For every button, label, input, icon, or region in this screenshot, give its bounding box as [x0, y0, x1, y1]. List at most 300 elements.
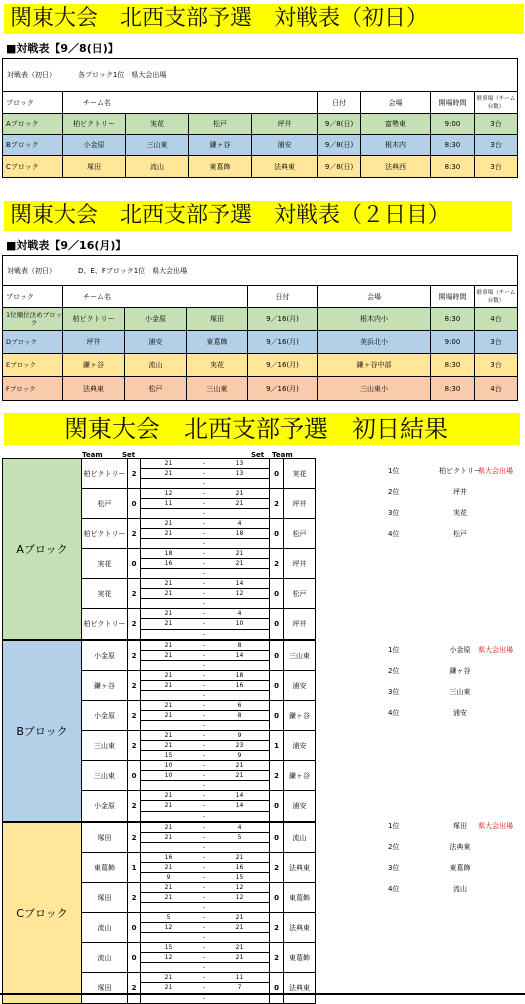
score-line: [141, 519, 269, 529]
score-line: [141, 853, 269, 863]
results-title: 関東大会 北西支部予選 初日結果: [4, 413, 520, 445]
day1-subtitle: ■対戦表【9／8(日)】: [6, 42, 119, 55]
score-line: [141, 923, 269, 933]
match-row: [82, 883, 315, 913]
set-2: 0: [270, 641, 284, 670]
team-2: 浦安: [292, 681, 307, 690]
rank-team: 坪井: [453, 488, 467, 496]
score-line: [141, 801, 269, 811]
score-a: [141, 994, 196, 1003]
match-row: [82, 943, 315, 973]
score-a: 9: [166, 874, 171, 881]
score-dash: -: [202, 712, 206, 719]
col-block: ブロック: [3, 286, 63, 307]
score-b: 9: [237, 732, 242, 739]
bottom-rule: [0, 993, 525, 995]
block-cell: Bブロック: [3, 135, 63, 155]
rank-position: 4位: [388, 885, 400, 893]
score-a: 21: [164, 824, 173, 831]
score-box: [140, 609, 270, 639]
team-2: 東葛飾: [289, 893, 310, 902]
score-a: 21: [164, 732, 173, 739]
score-b: 13: [235, 470, 244, 477]
day1-info-note: 各ブロック1位 県大会出場: [78, 71, 167, 79]
ranking-line: [388, 863, 523, 873]
score-dash: -: [202, 944, 206, 951]
team-1: 鎌ヶ谷: [82, 671, 128, 700]
team-cell: 松戸: [125, 377, 187, 400]
score-dash: -: [202, 894, 206, 901]
venue-cell: 根木内: [361, 135, 431, 155]
rank-team: 小金原: [449, 646, 471, 654]
parking-cell: 4台: [490, 384, 502, 393]
set-1: 1: [131, 863, 137, 872]
score-a: 12: [164, 924, 173, 931]
score-a: 21: [164, 682, 173, 689]
score-a: 21: [164, 864, 173, 871]
score-dash: -: [202, 762, 206, 769]
team-1: 塚田: [82, 973, 128, 1003]
score-line: [141, 903, 269, 912]
score-box: [140, 943, 270, 972]
score-line: [141, 671, 269, 681]
block-label: Aブロック: [3, 459, 82, 639]
score-b: [212, 661, 267, 670]
team-2: 坪井: [292, 559, 307, 568]
score-b: [212, 479, 267, 488]
match-row: [82, 671, 315, 701]
score-box: [140, 791, 270, 821]
col-block: ブロック: [3, 92, 63, 113]
team-2: 松戸: [292, 529, 307, 538]
score-dash: -: [202, 642, 206, 649]
day2-schedule-table: [2, 255, 518, 401]
team-1: 流山: [82, 943, 128, 972]
set-1: 2: [131, 802, 137, 810]
set-2: 0: [270, 609, 284, 639]
score-dash: -: [202, 844, 206, 851]
score-dash: -: [202, 480, 206, 487]
date-cell: 9／16(月): [248, 377, 318, 400]
match-row: [82, 609, 315, 639]
team-1: 東葛飾: [82, 853, 128, 882]
score-b: [212, 994, 267, 1003]
score-line: [141, 681, 269, 691]
score-box: [140, 823, 270, 852]
score-b: [212, 963, 267, 972]
rank-team: 三山東: [449, 688, 471, 696]
set-1: 2: [131, 529, 137, 538]
results-table: [2, 458, 316, 1004]
qualify-label: 県大会出場: [478, 646, 513, 654]
team-cell: 三山東: [126, 135, 189, 155]
score-dash: -: [202, 470, 206, 477]
score-line: [141, 499, 269, 509]
rank-position: 3位: [388, 688, 400, 696]
score-box: [140, 671, 270, 700]
match-list: [82, 641, 315, 821]
score-dash: -: [202, 924, 206, 931]
score-dash: -: [202, 672, 206, 679]
qualify-label: 県大会出場: [478, 822, 513, 830]
score-a: 21: [164, 460, 173, 467]
score-line: [141, 549, 269, 559]
score-dash: -: [202, 510, 206, 517]
score-line: [141, 781, 269, 790]
set-2: 0: [270, 519, 284, 548]
ranking-line: [388, 708, 523, 718]
set-1: 2: [131, 589, 137, 598]
team-2: 鎌ヶ谷: [289, 771, 310, 780]
team-cell: 柏ビクトリー: [63, 114, 126, 134]
score-a: 15: [164, 944, 173, 951]
score-line: [141, 843, 269, 852]
score-a: 21: [164, 974, 173, 981]
rank-position: 1位: [388, 467, 400, 475]
score-line: [141, 771, 269, 781]
match-row: [82, 791, 315, 821]
time-cell: 8:30: [431, 354, 475, 376]
day2-title: 関東大会 北西支部予選 対戦表（２日目）: [4, 201, 512, 231]
block-label: Cブロック: [3, 823, 82, 1003]
score-dash: -: [202, 802, 206, 810]
rank-team: 鎌ヶ谷: [449, 667, 471, 675]
score-a: 10: [164, 772, 173, 779]
score-dash: -: [202, 954, 206, 961]
score-a: 21: [164, 894, 173, 901]
team-2: 法典東: [289, 863, 310, 872]
ranking-line: [388, 508, 523, 518]
score-dash: -: [202, 854, 206, 861]
score-line: [141, 863, 269, 873]
day2-row: [3, 354, 517, 377]
score-dash: -: [202, 550, 206, 557]
set-2: 2: [270, 853, 284, 882]
team-cell: 塚田: [63, 156, 126, 177]
score-b: 14: [235, 792, 244, 799]
results-team-header: Team: [82, 451, 103, 459]
match-row: [82, 761, 315, 791]
score-a: 21: [164, 712, 173, 719]
score-line: [141, 933, 269, 942]
set-2: 2: [270, 943, 284, 972]
time-cell: 9:00: [431, 114, 475, 134]
score-a: [141, 933, 196, 942]
match-row: [82, 731, 315, 761]
set-1: 2: [131, 681, 137, 690]
score-a: [141, 630, 196, 639]
score-line: [141, 469, 269, 479]
result-block: [3, 459, 315, 641]
score-box: [140, 731, 270, 760]
team-cell: 塚田: [187, 308, 248, 330]
parking-cell: 3台: [490, 141, 502, 149]
score-a: 21: [164, 984, 173, 992]
date-cell: 9／16(月): [248, 308, 318, 330]
rank-position: 1位: [388, 822, 400, 830]
score-a: 21: [164, 802, 173, 810]
col-venue: 会場: [361, 92, 431, 113]
score-dash: -: [202, 864, 206, 871]
day1-row: [3, 135, 517, 156]
team-cell: 坪井: [252, 114, 318, 134]
match-row: [82, 701, 315, 731]
match-row: [82, 853, 315, 883]
day1-schedule-table: [2, 58, 518, 178]
score-dash: -: [202, 530, 206, 537]
block-cell: Fブロック: [3, 377, 63, 400]
team-cell: 小金原: [63, 135, 126, 155]
score-line: [141, 559, 269, 569]
results-set-header: Set: [122, 451, 136, 459]
score-dash: -: [202, 792, 206, 799]
score-b: 15: [235, 874, 244, 881]
score-b: 8: [237, 712, 242, 719]
team-2: 浦安: [292, 802, 307, 810]
team-2: 法典東: [289, 923, 310, 932]
score-b: [212, 843, 267, 852]
score-a: [141, 963, 196, 972]
rank-position: 2位: [388, 667, 400, 675]
score-b: 21: [235, 924, 244, 931]
ranking-line: [388, 529, 523, 539]
team-1: 松戸: [82, 489, 128, 518]
score-line: [141, 569, 269, 578]
venue-cell: 三山東小: [318, 377, 431, 400]
match-row: [82, 913, 315, 943]
match-list: [82, 823, 315, 1003]
day1-row: [3, 156, 517, 177]
set-2: 0: [270, 973, 284, 1003]
rank-position: 4位: [388, 709, 400, 717]
score-b: 12: [235, 884, 244, 891]
match-row: [82, 579, 315, 609]
score-b: [212, 721, 267, 730]
set-2: 2: [270, 913, 284, 942]
score-a: 21: [164, 470, 173, 477]
score-b: 21: [235, 944, 244, 951]
date-cell: 9／16(月): [248, 331, 318, 353]
set-1: 0: [131, 559, 137, 568]
time-cell: 9:00: [431, 331, 475, 353]
col-parking: 駐車場（チーム台数）: [476, 289, 516, 304]
rank-team: 実花: [453, 509, 467, 517]
score-b: 18: [235, 530, 244, 537]
score-box: [140, 701, 270, 730]
col-venue: 会場: [318, 286, 431, 307]
score-b: 23: [235, 742, 244, 749]
col-date: 日付: [318, 92, 361, 113]
day2-header-row: [3, 286, 517, 308]
team-cell: 小金原: [125, 308, 187, 330]
score-b: 4: [237, 610, 242, 617]
ranking-line: [388, 884, 523, 894]
score-a: 12: [164, 954, 173, 961]
result-block: [3, 823, 315, 1003]
match-list: [82, 459, 315, 639]
score-b: 12: [235, 590, 244, 597]
set-1: 2: [131, 833, 137, 842]
team-cell: 流山: [125, 354, 187, 376]
score-dash: -: [202, 732, 206, 739]
day2-row: [3, 331, 517, 354]
team-cell: 松戸: [189, 114, 252, 134]
parking-cell: 3台: [490, 338, 502, 346]
score-a: 18: [164, 550, 173, 557]
score-line: [141, 873, 269, 882]
parking-cell: 3台: [490, 162, 502, 171]
score-box: [140, 973, 270, 1003]
result-block: [3, 641, 315, 823]
match-row: [82, 823, 315, 853]
score-a: [141, 509, 196, 518]
score-dash: -: [202, 580, 206, 587]
team-1: 流山: [82, 913, 128, 942]
score-dash: -: [202, 490, 206, 497]
block-cell: 1位順位決めブロック: [3, 308, 63, 330]
set-1: 2: [131, 984, 137, 992]
date-cell: 9／8(日): [318, 135, 361, 155]
score-a: 21: [164, 642, 173, 649]
set-2: 0: [270, 791, 284, 821]
score-dash: -: [202, 834, 206, 841]
rank-team: 流山: [453, 885, 467, 893]
day2-info-note: D、E、Fブロック1位 県大会出場: [78, 266, 188, 275]
day2-info-row: [3, 256, 517, 286]
score-a: 21: [164, 590, 173, 597]
rank-position: 2位: [388, 488, 400, 496]
score-a: 11: [164, 500, 173, 507]
score-dash: -: [202, 520, 206, 527]
parking-cell: 4台: [490, 315, 502, 323]
team-1: 小金原: [82, 791, 128, 821]
score-b: 13: [235, 460, 244, 467]
team-cell: 流山: [126, 156, 189, 177]
score-b: 14: [235, 580, 244, 587]
team-cell: 柏ビクトリー: [63, 308, 125, 330]
score-a: [141, 599, 196, 608]
score-a: 16: [164, 854, 173, 861]
score-line: [141, 741, 269, 751]
score-box: [140, 641, 270, 670]
venue-cell: 法典西: [361, 156, 431, 177]
set-2: 2: [270, 761, 284, 790]
rank-team: 松戸: [453, 530, 467, 538]
score-dash: -: [202, 560, 206, 567]
score-dash: -: [202, 974, 206, 981]
score-b: [212, 691, 267, 700]
score-dash: -: [202, 682, 206, 689]
team-cell: 法典東: [252, 156, 318, 177]
score-line: [141, 994, 269, 1003]
team-cell: 鎌ヶ谷: [189, 135, 252, 155]
set-2: 2: [270, 489, 284, 518]
ranking-line: [388, 666, 523, 676]
rank-team: 東葛飾: [449, 864, 471, 872]
time-cell: 8:30: [431, 308, 475, 330]
set-1: 0: [131, 923, 137, 932]
team-cell: 東葛飾: [187, 331, 248, 353]
score-a: 21: [164, 792, 173, 799]
score-box: [140, 761, 270, 790]
match-row: [82, 973, 315, 1003]
ranking-line: [388, 487, 523, 497]
score-dash: -: [202, 874, 206, 881]
score-b: 9: [237, 752, 242, 759]
score-line: [141, 791, 269, 801]
day1-row: [3, 114, 517, 135]
score-line: [141, 579, 269, 589]
team-1: 柏ビクトリー: [82, 609, 128, 639]
score-line: [141, 529, 269, 539]
score-a: 21: [164, 580, 173, 587]
set-2: 1: [270, 731, 284, 760]
score-line: [141, 701, 269, 711]
score-b: 21: [235, 914, 244, 921]
score-dash: -: [202, 610, 206, 617]
score-box: [140, 519, 270, 548]
score-b: 21: [235, 854, 244, 861]
score-line: [141, 953, 269, 963]
score-a: [141, 661, 196, 670]
score-line: [141, 751, 269, 760]
score-b: 4: [237, 824, 242, 831]
score-dash: -: [202, 600, 206, 607]
score-b: [212, 903, 267, 912]
team-cell: 実花: [126, 114, 189, 134]
ranking-line: [388, 821, 523, 831]
score-dash: -: [202, 662, 206, 669]
score-dash: -: [202, 984, 206, 992]
score-dash: -: [202, 702, 206, 709]
score-a: 10: [164, 762, 173, 769]
score-b: 7: [237, 984, 242, 992]
day2-row: [3, 308, 517, 331]
score-line: [141, 599, 269, 608]
day2-row: [3, 377, 517, 400]
score-b: 21: [235, 560, 244, 567]
score-dash: -: [202, 540, 206, 547]
score-line: [141, 721, 269, 730]
score-line: [141, 630, 269, 639]
score-b: 21: [235, 762, 244, 769]
score-dash: -: [202, 914, 206, 921]
match-row: [82, 459, 315, 489]
score-b: [212, 781, 267, 790]
rank-position: 3位: [388, 864, 400, 872]
score-a: 21: [164, 834, 173, 841]
time-cell: 8:30: [431, 135, 475, 155]
team-2: 実花: [292, 469, 307, 478]
team-1: 柏ビクトリー: [82, 519, 128, 548]
col-date: 日付: [248, 286, 318, 307]
ranking-line: [388, 466, 523, 476]
score-line: [141, 833, 269, 843]
ranking-line: [388, 645, 523, 655]
day2-subtitle: ■対戦表【9／16(月)】: [6, 239, 127, 252]
score-b: 8: [237, 642, 242, 649]
set-2: 0: [270, 883, 284, 912]
score-line: [141, 539, 269, 548]
score-b: 21: [235, 772, 244, 779]
team-1: 三山東: [82, 731, 128, 760]
qualify-label: 県大会出場: [478, 467, 513, 475]
score-a: 12: [164, 490, 173, 497]
set-2: 0: [270, 701, 284, 730]
team-1: 小金原: [82, 701, 128, 730]
score-a: 21: [164, 610, 173, 617]
score-line: [141, 479, 269, 488]
